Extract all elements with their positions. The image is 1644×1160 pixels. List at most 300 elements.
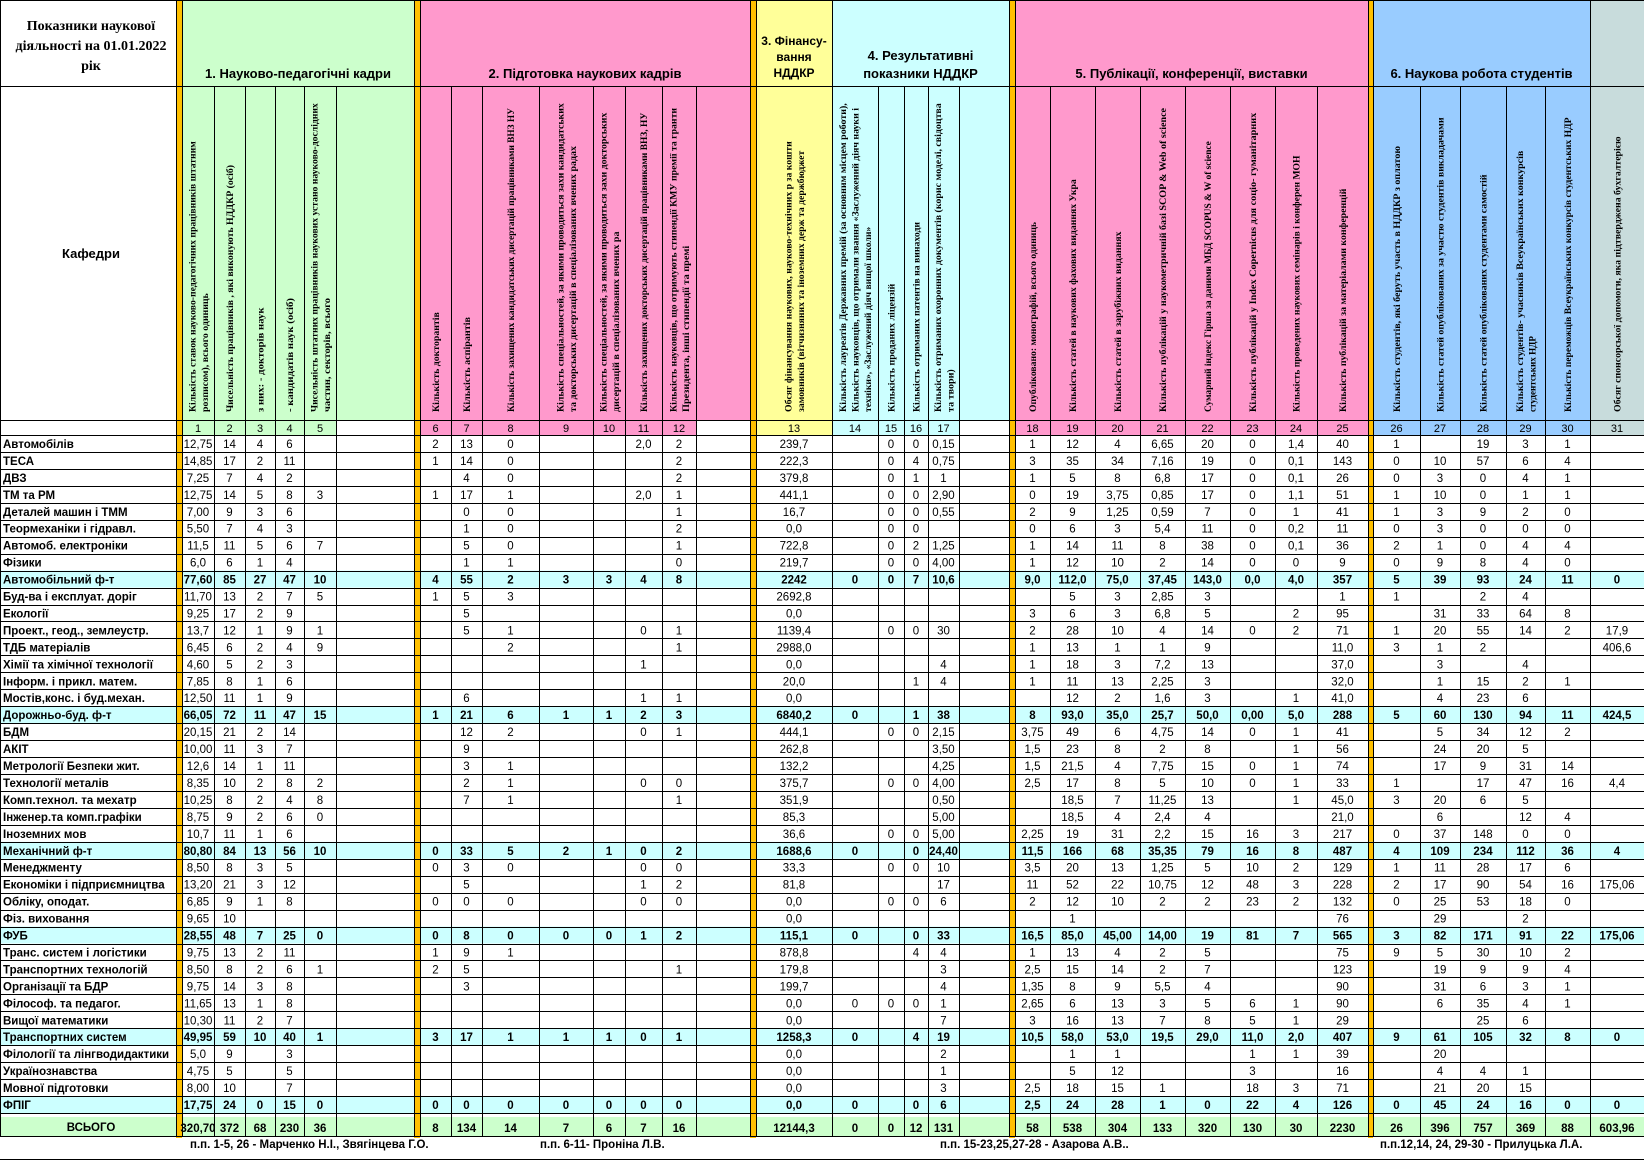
table-row: [3, 825, 1571, 842]
column-header: [285, 298, 296, 412]
table-cell: 0: [507, 540, 514, 553]
table-cell: 228: [1332, 879, 1353, 892]
table-row: [3, 859, 1571, 876]
table-cell: 179,8: [779, 964, 809, 977]
table-cell: 33,3: [782, 862, 806, 875]
table-cell: 22: [1246, 1100, 1259, 1112]
table-cell: 29: [1433, 913, 1447, 926]
table-cell: 93: [1476, 574, 1490, 587]
table-cell: 47: [283, 574, 296, 587]
table-cell: 6: [605, 1123, 613, 1135]
column-number: 31: [1610, 423, 1624, 435]
table-row: [3, 469, 1571, 486]
table-cell: 4: [940, 981, 947, 994]
table-cell: 61: [1433, 1032, 1447, 1045]
column-number: 8: [507, 423, 514, 435]
department-name: Обліку, оподат.: [3, 896, 90, 909]
svg-text:Кількість спеціальностей, за я: Кількість спеціальностей, за якими проводиться захи докторських: [599, 123, 610, 412]
table-cell: 5: [226, 659, 233, 672]
department-name: Транспортних систем: [3, 1032, 127, 1045]
table-cell: 3: [286, 659, 293, 672]
table-cell: 2: [1564, 947, 1571, 960]
table-cell: 35: [1066, 455, 1079, 468]
table-cell: 24: [223, 1100, 236, 1112]
table-cell: 9,0: [1024, 574, 1041, 587]
table-cell: 6: [1249, 998, 1256, 1011]
faculty-total-row: [0, 571, 1644, 588]
table-cell: 3: [1114, 608, 1121, 621]
column-header: [431, 312, 442, 412]
table-cell: 4: [912, 947, 920, 960]
table-cell: 14,00: [1148, 930, 1177, 943]
table-cell: 2: [1564, 625, 1571, 638]
table-cell: 1: [1522, 1066, 1529, 1079]
column-header: [1563, 117, 1574, 412]
table-cell: 0: [912, 438, 920, 451]
table-cell: 2: [256, 811, 264, 824]
table-cell: 56: [1336, 744, 1349, 757]
table-cell: 3: [562, 574, 570, 587]
table-cell: 1: [1249, 1049, 1256, 1062]
table-cell: 2,5: [1024, 1100, 1041, 1112]
column-number: 18: [1026, 423, 1039, 435]
department-name: Технології металів: [3, 777, 109, 790]
table-cell: 17: [1433, 879, 1447, 892]
department-name: ТДБ матеріалів: [3, 642, 91, 655]
table-cell: 0: [432, 845, 439, 858]
table-cell: 2: [1292, 625, 1300, 638]
table-cell: 0: [887, 472, 895, 485]
table-row: [3, 588, 1529, 605]
svg-text:2. Підготовка наукових кадрів: 2. Підготовка наукових кадрів: [488, 66, 682, 81]
table-cell: 0,0: [786, 1100, 802, 1112]
table-cell: 5: [256, 489, 264, 502]
table-cell: 13: [1111, 998, 1124, 1011]
svg-text:Кількість переможців Всеукраїн: Кількість переможців Всеукраїнських конкурсів студентських НДР: [1564, 120, 1574, 412]
table-cell: 0: [640, 625, 647, 638]
table-cell: 1: [1292, 693, 1300, 706]
table-cell: 0: [562, 930, 570, 943]
table-cell: 0: [507, 523, 514, 536]
table-cell: 16,5: [1021, 930, 1044, 943]
svg-text:Обсяг фінансування наукових, н: Обсяг фінансування наукових, науково-технічних р за кошти: [784, 148, 795, 412]
table-cell: 4: [286, 642, 293, 655]
table-row: [3, 808, 1571, 825]
column-header: [1436, 117, 1447, 412]
table-cell: 10,6: [932, 574, 955, 587]
table-cell: 4: [640, 574, 647, 587]
table-cell: 1,5: [1024, 761, 1041, 773]
table-cell: 6: [286, 506, 293, 519]
table-cell: 18: [1246, 1083, 1259, 1096]
table-cell: 10: [223, 1083, 236, 1096]
table-cell: 58,0: [1061, 1032, 1084, 1045]
table-cell: 8: [286, 998, 293, 1011]
table-cell: 41: [1336, 506, 1349, 519]
table-cell: 2: [1564, 727, 1571, 740]
table-cell: 3: [605, 574, 613, 587]
table-cell: 17: [1433, 761, 1447, 773]
table-cell: 2,90: [932, 489, 955, 502]
table-cell: 0,0: [786, 523, 802, 536]
table-cell: 4: [1114, 438, 1121, 451]
column-header: [1613, 137, 1624, 413]
table-cell: 2,5: [1024, 964, 1041, 977]
table-cell: 4: [1479, 1066, 1487, 1079]
table-cell: 2: [1522, 676, 1529, 689]
table-cell: 3: [1292, 879, 1300, 892]
table-cell: 28,55: [183, 930, 213, 943]
table-cell: 19: [1433, 964, 1447, 977]
table-cell: 91: [1519, 930, 1532, 943]
table-cell: 0: [851, 998, 859, 1011]
table-cell: 4: [1564, 964, 1571, 977]
department-name: Транспортних технологій: [3, 964, 148, 977]
table-cell: 11,25: [1148, 794, 1177, 807]
table-cell: 5: [1522, 744, 1529, 757]
table-cell: 5: [1393, 574, 1400, 587]
table-cell: 0: [640, 727, 647, 740]
table-cell: 12: [1111, 1066, 1124, 1079]
table-cell: 37,0: [1331, 659, 1354, 672]
table-cell: 603,96: [1599, 1123, 1635, 1135]
svg-text:Кількість публікацій за матері: Кількість публікацій за матеріалами конференцій: [1339, 196, 1349, 412]
table-cell: 32,0: [1331, 676, 1354, 689]
table-cell: 5: [1159, 777, 1166, 790]
table-cell: 3: [256, 981, 264, 994]
table-cell: 2,0: [635, 438, 652, 451]
table-row: [3, 1079, 1532, 1096]
table-cell: 1: [605, 710, 613, 723]
table-cell: 1: [1436, 540, 1444, 553]
table-cell: 10,7: [186, 828, 210, 841]
table-cell: 11: [1336, 523, 1349, 536]
department-name: Транс. систем і логістики: [3, 947, 147, 960]
table-cell: 6,0: [190, 557, 206, 570]
table-cell: 14: [1201, 557, 1214, 570]
table-cell: 2,5: [1024, 777, 1041, 790]
table-cell: 10,00: [183, 744, 213, 757]
table-cell: 8: [1114, 777, 1121, 790]
table-cell: 0: [1249, 455, 1256, 468]
table-row: [3, 960, 1571, 977]
table-cell: 6: [1069, 998, 1076, 1011]
table-cell: 3: [1249, 1066, 1256, 1079]
table-row: [3, 740, 1529, 757]
table-cell: 8: [1479, 557, 1487, 570]
table-cell: 4: [1522, 998, 1529, 1011]
table-cell: 15: [313, 710, 327, 723]
table-cell: 4: [1114, 947, 1121, 960]
table-cell: 0: [507, 930, 514, 943]
table-cell: 9: [1114, 981, 1121, 994]
table-cell: 3,75: [1106, 489, 1129, 502]
table-cell: 0: [912, 777, 920, 790]
table-cell: 0,1: [1288, 472, 1304, 485]
table-cell: 13: [1111, 676, 1124, 689]
table-cell: 55: [460, 574, 473, 587]
table-cell: 26: [1336, 472, 1349, 485]
table-cell: 17: [1201, 489, 1214, 502]
table-cell: 1,25: [1106, 506, 1129, 519]
table-cell: 4: [940, 659, 947, 672]
table-cell: 28: [1111, 1100, 1124, 1112]
table-cell: 2: [675, 523, 683, 536]
table-cell: 21: [223, 727, 236, 740]
table-cell: 3: [256, 744, 264, 757]
svg-text:Кількість лауреатів Державних: Кількість лауреатів Державних премій (за основним місцем роботи),: [839, 116, 849, 412]
table-cell: 0: [507, 455, 514, 468]
table-cell: 0: [912, 930, 920, 943]
table-cell: 1: [1564, 981, 1571, 994]
table-cell: 20: [1476, 744, 1490, 757]
table-cell: 11: [223, 1015, 236, 1028]
table-cell: 5: [1069, 591, 1076, 604]
table-cell: 7: [940, 1015, 947, 1028]
table-cell: 2: [463, 777, 470, 790]
table-cell: 0: [463, 896, 470, 909]
table-cell: 24,40: [929, 845, 958, 858]
table-cell: 0: [605, 930, 613, 943]
table-cell: 15: [1476, 676, 1490, 689]
table-cell: 1: [1292, 1015, 1300, 1028]
column-number: 14: [848, 423, 862, 435]
department-name: Інженер.та комп.графіки: [3, 811, 142, 824]
table-cell: 396: [1430, 1123, 1450, 1135]
table-cell: 17: [460, 489, 473, 502]
table-cell: 2: [256, 642, 264, 655]
table-cell: 11: [1111, 540, 1124, 553]
table-cell: 1: [562, 1032, 570, 1045]
table-cell: 3: [286, 1049, 293, 1062]
svg-text:1. Науково-педагогічні кадри: 1. Науково-педагогічні кадри: [205, 66, 391, 81]
table-cell: 14: [1519, 625, 1532, 638]
table-row: [3, 1011, 1529, 1028]
department-name: ФУБ: [3, 930, 28, 943]
table-cell: 0: [1393, 455, 1400, 468]
table-cell: 0: [912, 489, 920, 502]
column-number: 27: [1433, 423, 1447, 435]
table-cell: 1: [640, 659, 647, 672]
table-cell: 7: [562, 1123, 570, 1135]
table-cell: 6: [226, 557, 233, 570]
table-cell: 1: [675, 540, 683, 553]
section-title: [205, 66, 391, 81]
table-cell: 8: [1029, 710, 1036, 723]
table-cell: 239,7: [779, 438, 809, 451]
table-cell: 37,45: [1148, 574, 1177, 587]
table-cell: 5: [316, 591, 324, 604]
table-cell: 10: [1246, 862, 1259, 875]
table-cell: 1: [912, 676, 920, 689]
table-cell: 15: [1201, 761, 1214, 773]
column-number: 10: [602, 423, 616, 435]
table-cell: 1: [1393, 625, 1400, 638]
table-cell: 8: [1564, 608, 1571, 621]
table-row: [3, 520, 1571, 537]
table-cell: 3: [1204, 693, 1211, 706]
table-cell: 262,8: [779, 744, 809, 757]
table-cell: 3: [463, 981, 470, 994]
table-cell: 10: [1433, 455, 1447, 468]
table-row: [3, 791, 1529, 808]
table-cell: 8: [226, 794, 233, 807]
table-cell: 2: [1479, 642, 1487, 655]
column-number: 24: [1289, 423, 1303, 435]
table-cell: 1,4: [1288, 438, 1304, 451]
table-cell: 132: [1332, 896, 1353, 909]
table-cell: 0: [851, 845, 859, 858]
table-cell: 0: [912, 862, 920, 875]
table-cell: 17: [937, 879, 950, 892]
table-cell: 0,2: [1288, 523, 1304, 536]
table-cell: 0: [675, 896, 683, 909]
table-cell: 1: [316, 964, 324, 977]
table-cell: 0: [887, 896, 895, 909]
svg-text:Кількість спеціальностей, за я: Кількість спеціальностей, за якими проводиться захи кандидатських: [556, 113, 567, 412]
table-cell: 3: [256, 506, 264, 519]
table-cell: 7: [1204, 964, 1211, 977]
table-cell: 11: [1561, 574, 1574, 587]
table-cell: 12: [1519, 727, 1532, 740]
table-cell: 11: [283, 455, 296, 468]
table-cell: 7: [1292, 930, 1300, 943]
table-cell: 1: [1029, 438, 1036, 451]
table-cell: 13: [1201, 659, 1214, 672]
table-cell: 3,50: [932, 744, 955, 757]
table-cell: 24: [1433, 744, 1447, 757]
table-cell: 1: [1292, 727, 1300, 740]
table-cell: 2: [256, 727, 264, 740]
table-cell: 6: [286, 438, 293, 451]
table-cell: 88: [1561, 1123, 1574, 1135]
department-name: Автомоб. електроніки: [3, 540, 128, 553]
column-header: [256, 307, 267, 412]
table-cell: 6: [1522, 693, 1529, 706]
table-cell: 13: [253, 845, 267, 858]
table-cell: 0: [1479, 523, 1487, 536]
table-cell: 1: [1522, 489, 1529, 502]
svg-text:Кількість захищених докторськи: Кількість захищених докторських дисертацій працівниками ВНЗ, НУ: [640, 110, 650, 412]
table-cell: 171: [1473, 930, 1493, 943]
table-cell: 1: [1564, 472, 1571, 485]
table-cell: 0: [507, 438, 514, 451]
column-number: 17: [937, 423, 950, 435]
svg-text:Кількість ставок науково-педаг: Кількість ставок науково-педагогічних працівників штатним: [188, 145, 199, 412]
table-cell: 9: [1436, 557, 1444, 570]
department-name: АКІТ: [3, 744, 29, 757]
table-cell: 6: [286, 676, 293, 689]
table-cell: 0: [1479, 489, 1487, 502]
table-cell: 14,85: [183, 455, 213, 468]
table-cell: 10: [1433, 489, 1447, 502]
svg-text:Кількість публікацій у наукоме: Кількість публікацій у наукометричній базі SCOP & Web of science: [1159, 124, 1169, 412]
department-name: Фізики: [3, 557, 42, 570]
table-cell: 13: [223, 947, 236, 960]
table-cell: 1688,6: [776, 845, 812, 858]
table-cell: 2: [1292, 896, 1300, 909]
table-cell: 487: [1332, 845, 1353, 858]
table-cell: 3,75: [1021, 727, 1044, 740]
table-cell: 66,05: [183, 710, 213, 723]
table-cell: 8: [1564, 1032, 1571, 1045]
column-header: [462, 317, 473, 412]
table-cell: 1: [1029, 557, 1036, 570]
table-cell: 0: [432, 930, 439, 943]
table-cell: 406,6: [1602, 642, 1632, 655]
department-name: БДМ: [3, 727, 30, 740]
table-cell: 31: [1433, 608, 1447, 621]
svg-text:5. Публікації, конференції, в: 5. Публікації, конференції, виставки: [1075, 66, 1308, 81]
table-cell: 85: [223, 574, 236, 587]
column-number: 6: [432, 423, 439, 435]
table-cell: 16: [1336, 1066, 1349, 1079]
table-cell: 0: [640, 862, 647, 875]
table-cell: 0,0: [786, 998, 802, 1011]
table-cell: 2: [507, 727, 514, 740]
table-cell: 53: [1476, 896, 1490, 909]
table-cell: 3: [316, 489, 324, 502]
svg-text:Кількість аспірантів: Кількість аспірантів: [463, 322, 473, 412]
table-cell: 17: [1201, 472, 1214, 485]
table-cell: 9: [1479, 761, 1487, 773]
table-cell: 1: [1393, 591, 1400, 604]
table-cell: 1: [432, 455, 439, 468]
table-cell: 25: [283, 930, 296, 943]
table-cell: 6: [940, 1100, 947, 1112]
table-cell: 36: [313, 1123, 327, 1135]
svg-text:рік: рік: [81, 59, 101, 74]
table-cell: 0: [640, 845, 647, 858]
table-cell: 8: [1069, 981, 1076, 994]
table-cell: 8: [1204, 744, 1211, 757]
table-cell: 19: [1066, 489, 1079, 502]
table-cell: 2: [1029, 625, 1036, 638]
table-cell: 8,50: [186, 964, 210, 977]
column-number: 29: [1519, 423, 1532, 435]
table-cell: 21,0: [1331, 811, 1354, 824]
table-cell: 0: [507, 472, 514, 485]
table-cell: 77,60: [183, 574, 213, 587]
svg-text:розписом), всього одиниць: розписом), всього одиниць: [200, 297, 211, 412]
table-cell: 6,85: [186, 896, 210, 909]
table-cell: 0,0: [786, 1083, 802, 1096]
table-row: [3, 910, 1529, 927]
table-cell: 1: [1393, 506, 1400, 519]
table-cell: 27: [253, 574, 267, 587]
table-cell: 4: [1204, 981, 1211, 994]
table-cell: 17: [1066, 777, 1079, 790]
table-cell: 4: [1522, 557, 1529, 570]
table-cell: 20: [1201, 438, 1214, 451]
table-cell: 0: [1522, 523, 1529, 536]
column-number: 23: [1246, 423, 1259, 435]
svg-text:4. Результативні: 4. Результативні: [867, 48, 974, 63]
table-cell: 1: [605, 845, 613, 858]
table-cell: 5: [463, 540, 470, 553]
table-row: [3, 638, 1631, 655]
table-cell: 11: [1066, 676, 1079, 689]
table-cell: 71: [1336, 1083, 1349, 1096]
column-number: 15: [884, 423, 898, 435]
table-cell: 4: [286, 557, 293, 570]
table-cell: 0: [912, 523, 920, 536]
table-cell: 10: [1519, 947, 1532, 960]
table-cell: 17: [1519, 862, 1532, 875]
table-cell: 0: [1249, 506, 1256, 519]
department-name: ФПІГ: [3, 1100, 31, 1112]
table-cell: 2: [1159, 896, 1166, 909]
